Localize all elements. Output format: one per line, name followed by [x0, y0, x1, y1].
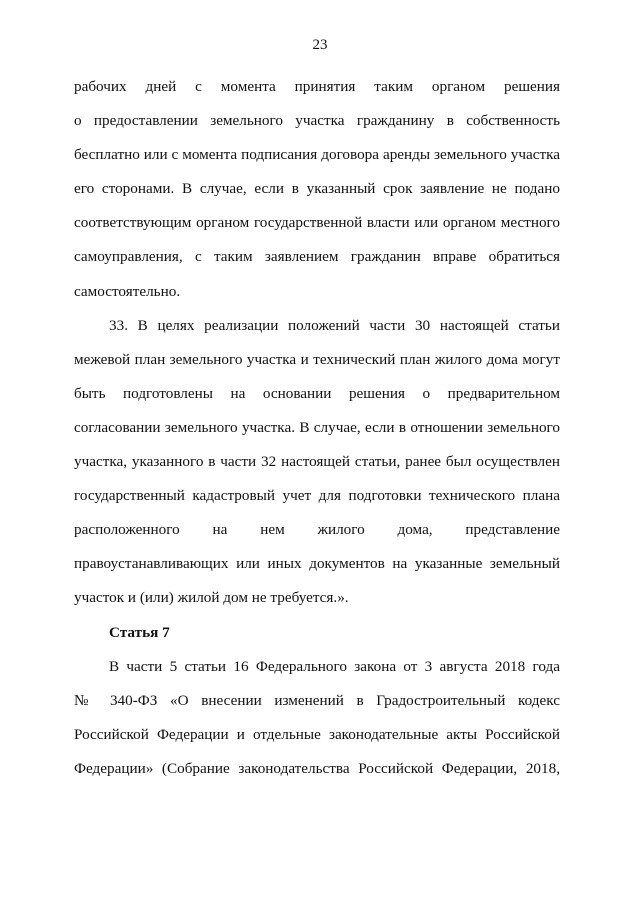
text-line: рабочих дней с момента принятия таким органом решения — [74, 78, 560, 95]
text-line: быть подготовлены на основании решения о предварительном — [74, 384, 560, 402]
text-line: согласовании земельного участка. В случае, если в отношении земельного — [74, 418, 560, 436]
text-line: правоустанавливающих или иных документов на указанные земельный — [74, 555, 560, 573]
paragraph-item-33 — [74, 309, 560, 616]
text-line: соответствующим органом государственной власти или органом местного — [74, 214, 560, 232]
text-line: расположенного на нем жилого дома, представление — [74, 521, 560, 539]
article-heading: Статья 7 — [109, 623, 170, 641]
text-line: его сторонами. В случае, если в указанный срок заявление не подано — [74, 180, 560, 198]
document-body — [74, 70, 560, 786]
paragraph-article-7 — [74, 650, 560, 786]
text-line: межевой план земельного участка и технический план жилого дома могут — [74, 350, 560, 368]
text-line: бесплатно или с момента подписания договора аренды земельного участка — [74, 146, 560, 164]
text-line: участка, указанного в части 32 настоящей статьи, ранее был осуществлен — [74, 453, 560, 471]
text-line: В части 5 статьи 16 Федерального закона от 3 августа 2018 года — [109, 657, 560, 675]
text-line: государственный кадастровый учет для подготовки технического плана — [74, 487, 560, 505]
text-line: Федерации» (Собрание законодательства Российской Федерации, 2018, — [74, 759, 560, 777]
text-line: участок и (или) жилой дом не требуется.». — [74, 589, 349, 607]
paragraph-continuation — [74, 70, 560, 309]
text-line: самоуправления, с таким заявлением гражданин вправе обратиться — [74, 248, 560, 266]
text-line: Российской Федерации и отдельные законодательные акты Российской — [74, 725, 560, 743]
page-number: 23 — [312, 37, 328, 53]
text-line: 33. В целях реализации положений части 30 настоящей статьи — [109, 316, 560, 334]
text-line: самостоятельно. — [74, 282, 181, 300]
text-line: № 340-ФЗ «О внесении изменений в Градостроительный кодекс — [74, 691, 560, 709]
text-line: о предоставлении земельного участка гражданину в собственность — [74, 112, 560, 130]
